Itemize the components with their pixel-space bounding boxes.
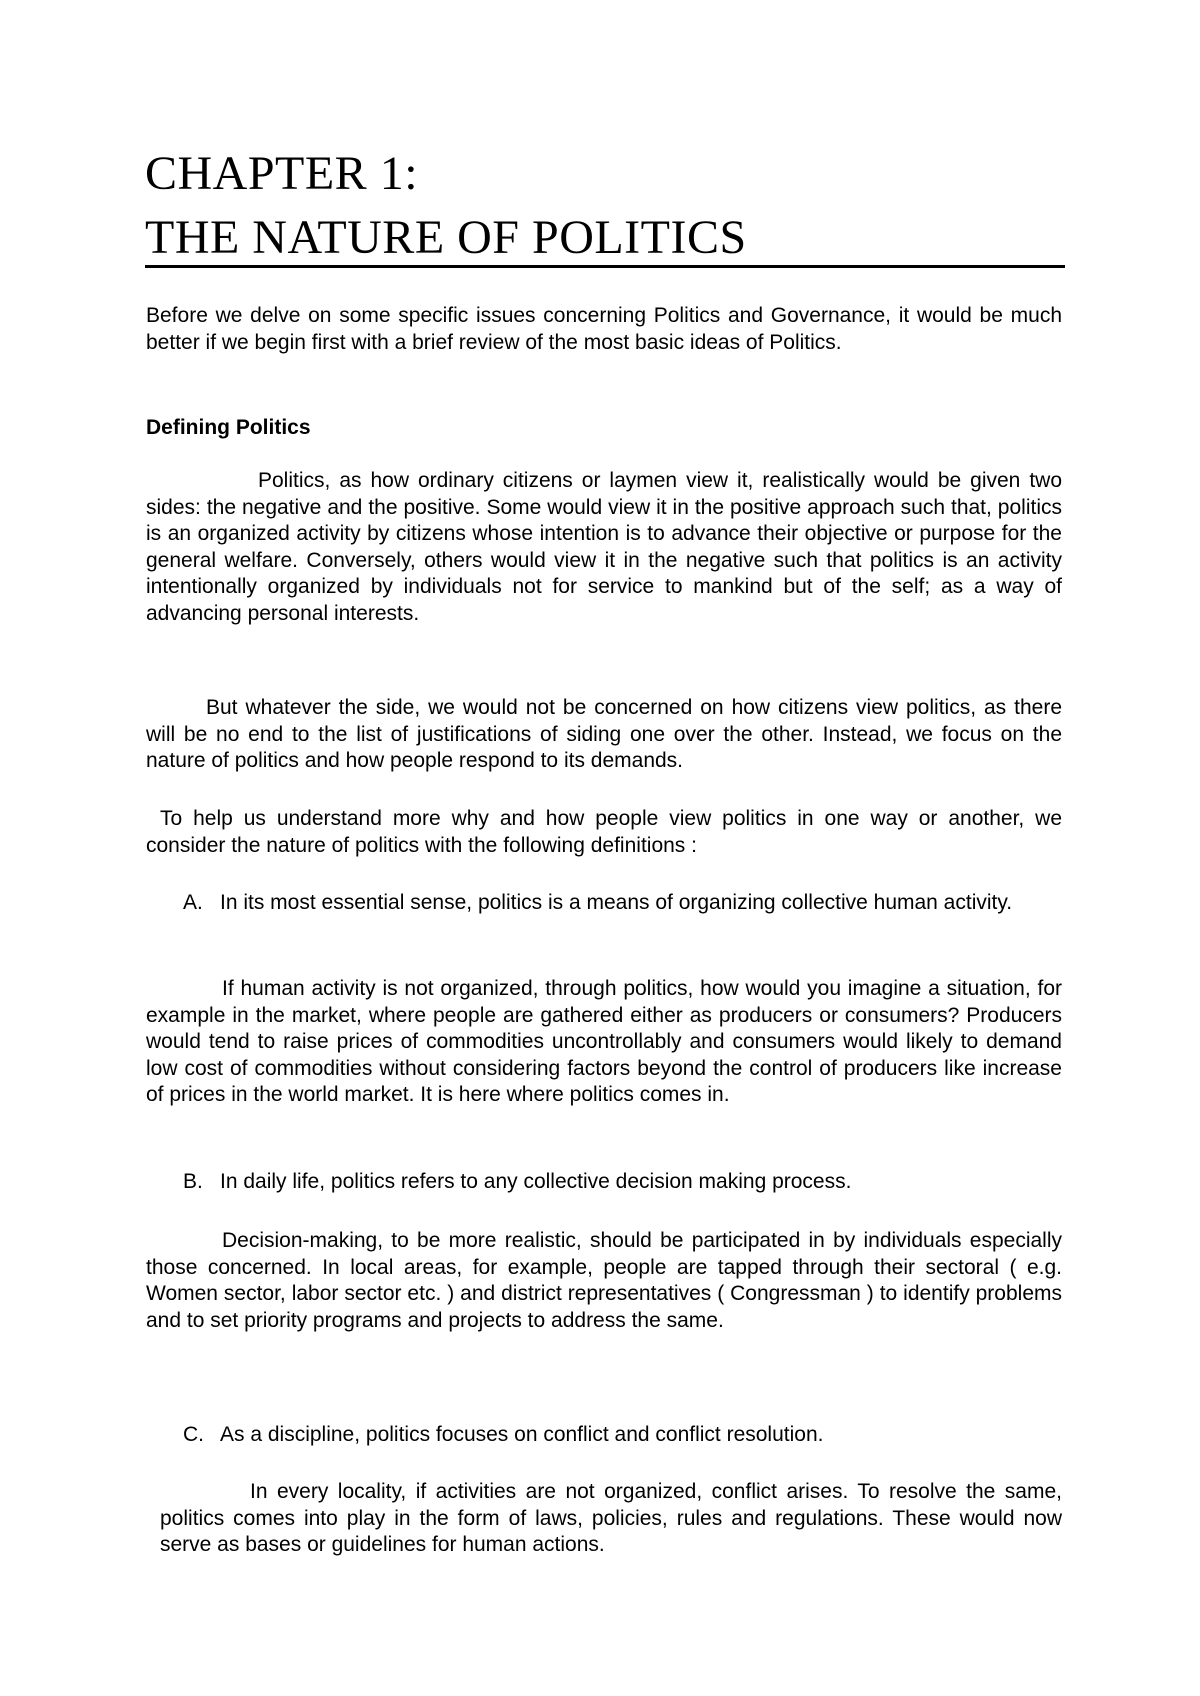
definition-a-explanation: If human activity is not organized, through politics, how would you imagine a situation, for example in the market, where people are gathered either as producers or consumers? Producers would tend to raise prices of commodities uncontrollably and consumers would likely to demand low cost of commodities without considering factors beyond the control of producers like increase of prices in the world market. It is here where politics comes in.: [146, 977, 1062, 1107]
body-paragraph-1: Politics, as how ordinary citizens or laymen view it, realistically would be given two sides: the negative and the positive. Some would view it in the positive approach such that, politics is an organized activity by citizens whose intention is to advance their objective or purpose for the general welfare. Conversely, others would view it in the negative such that politics is an activity intentionally organized by individuals not for service to mankind but of the self; as a way of advancing personal interests.: [146, 469, 1062, 625]
definition-a-text: In its most essential sense, politics is a means of organizing collective human activity.: [220, 891, 1013, 914]
definition-letter-a: A.: [183, 891, 203, 914]
definition-b-text: In daily life, politics refers to any collective decision making process.: [220, 1170, 852, 1193]
body-paragraph-2: But whatever the side, we would not be concerned on how citizens view politics, as there will be no end to the list of justifications of siding one over the other. Instead, we focus on the nature of politics and how people respond to its demands.: [146, 696, 1062, 773]
title-underline: [145, 265, 1065, 268]
definition-letter-c: C.: [183, 1423, 204, 1446]
chapter-title: THE NATURE OF POLITICS: [145, 211, 747, 264]
definition-c-explanation: In every locality, if activities are not organized, conflict arises. To resolve the same, politics comes into play in the form of laws, policies, rules and regulations. These would now serve as bases or guidelines for human actions.: [160, 1480, 1062, 1557]
definition-b-explanation: Decision-making, to be more realistic, should be participated in by individuals especially those concerned. In local areas, for example, people are tapped through their sectoral ( e.g. Women sector, labor sector etc. ) and district representatives ( Congressman ) to identify problems and to set priority programs and projects to address the same.: [146, 1229, 1062, 1332]
body-paragraph-3: To help us understand more why and how people view politics in one way or another, we consider the nature of politics with the following definitions :: [146, 807, 1062, 857]
intro-paragraph: Before we delve on some specific issues concerning Politics and Governance, it would be much better if we begin first with a brief review of the most basic ideas of Politics.: [146, 304, 1062, 354]
definition-letter-b: B.: [183, 1170, 203, 1193]
chapter-number: CHAPTER 1:: [145, 147, 419, 200]
section-heading: Defining Politics: [146, 416, 311, 439]
definition-c-text: As a discipline, politics focuses on conflict and conflict resolution.: [220, 1423, 824, 1446]
